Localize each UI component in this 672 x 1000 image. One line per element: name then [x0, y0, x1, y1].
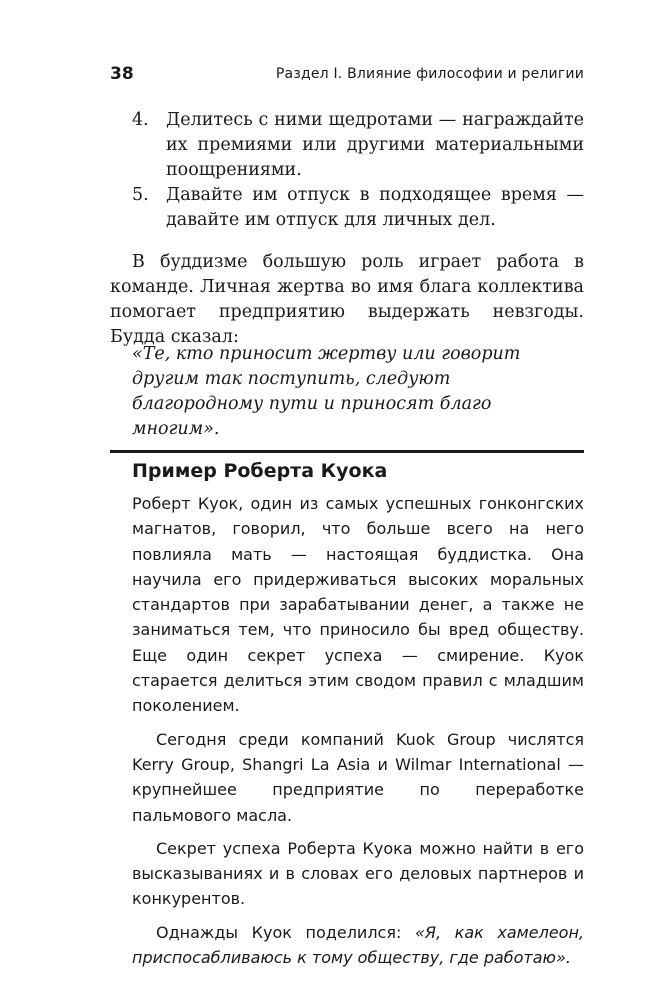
- box-paragraph: Секрет успеха Роберта Куока можно найти в его высказываниях и в словах его деловых партнеров и конкурентов.: [132, 838, 584, 909]
- list-item: [132, 183, 584, 233]
- section-divider: [110, 450, 584, 453]
- box-paragraph: [132, 920, 584, 971]
- page-number: 38: [110, 64, 134, 84]
- numbered-list: [132, 108, 584, 233]
- list-item-number: 5.: [132, 185, 149, 205]
- running-head: Раздел I. Влияние философии и религии: [275, 66, 584, 82]
- list-item-text: Делитесь с ними щедротами — награждайте их премиями или другими материальными поощрениями.: [166, 110, 584, 180]
- box-paragraph: Сегодня среди компаний Kuok Group числятся Kerry Group, Shangri La Asia и Wilmar International — крупнейшее предприятие по переработке пальмового масла.: [132, 729, 584, 825]
- box-paragraph: Роберт Куок, один из самых успешных гонконгских магнатов, говорил, что больше всего на него повлияла мать — настоящая буддистка. Она научила его придерживаться высоких моральных стандартов при зарабатывании денег, а также не заниматься тем, что приносило бы вред обществу. Еще один секрет успеха — смирение. Куок старается делиться этим сводом правил с младшим поколением.: [132, 494, 584, 716]
- buddha-quote: «Те, кто приносит жертву или говорит другим так поступить, следуют благородному пути и приносят благо многим».: [132, 344, 521, 439]
- list-item-number: 4.: [132, 110, 149, 130]
- list-item-text: Давайте им отпуск в подходящее время — давайте им отпуск для личных дел.: [166, 185, 584, 230]
- box-title: Пример Роберта Куока: [132, 460, 388, 482]
- page-header: [110, 64, 584, 88]
- box-body: [132, 491, 584, 978]
- box-paragraph-lead: Однажды Куок поделился:: [156, 922, 415, 942]
- kuok-quote: «Я, как хамелеон, приспосабливаюсь к тому обществу, где работаю».: [132, 922, 584, 968]
- list-item: [132, 108, 584, 183]
- body-paragraph: В буддизме большую роль играет работа в команде. Личная жертва во имя блага коллектива помогает предприятию выдержать невзгоды. Будда сказал:: [110, 252, 584, 347]
